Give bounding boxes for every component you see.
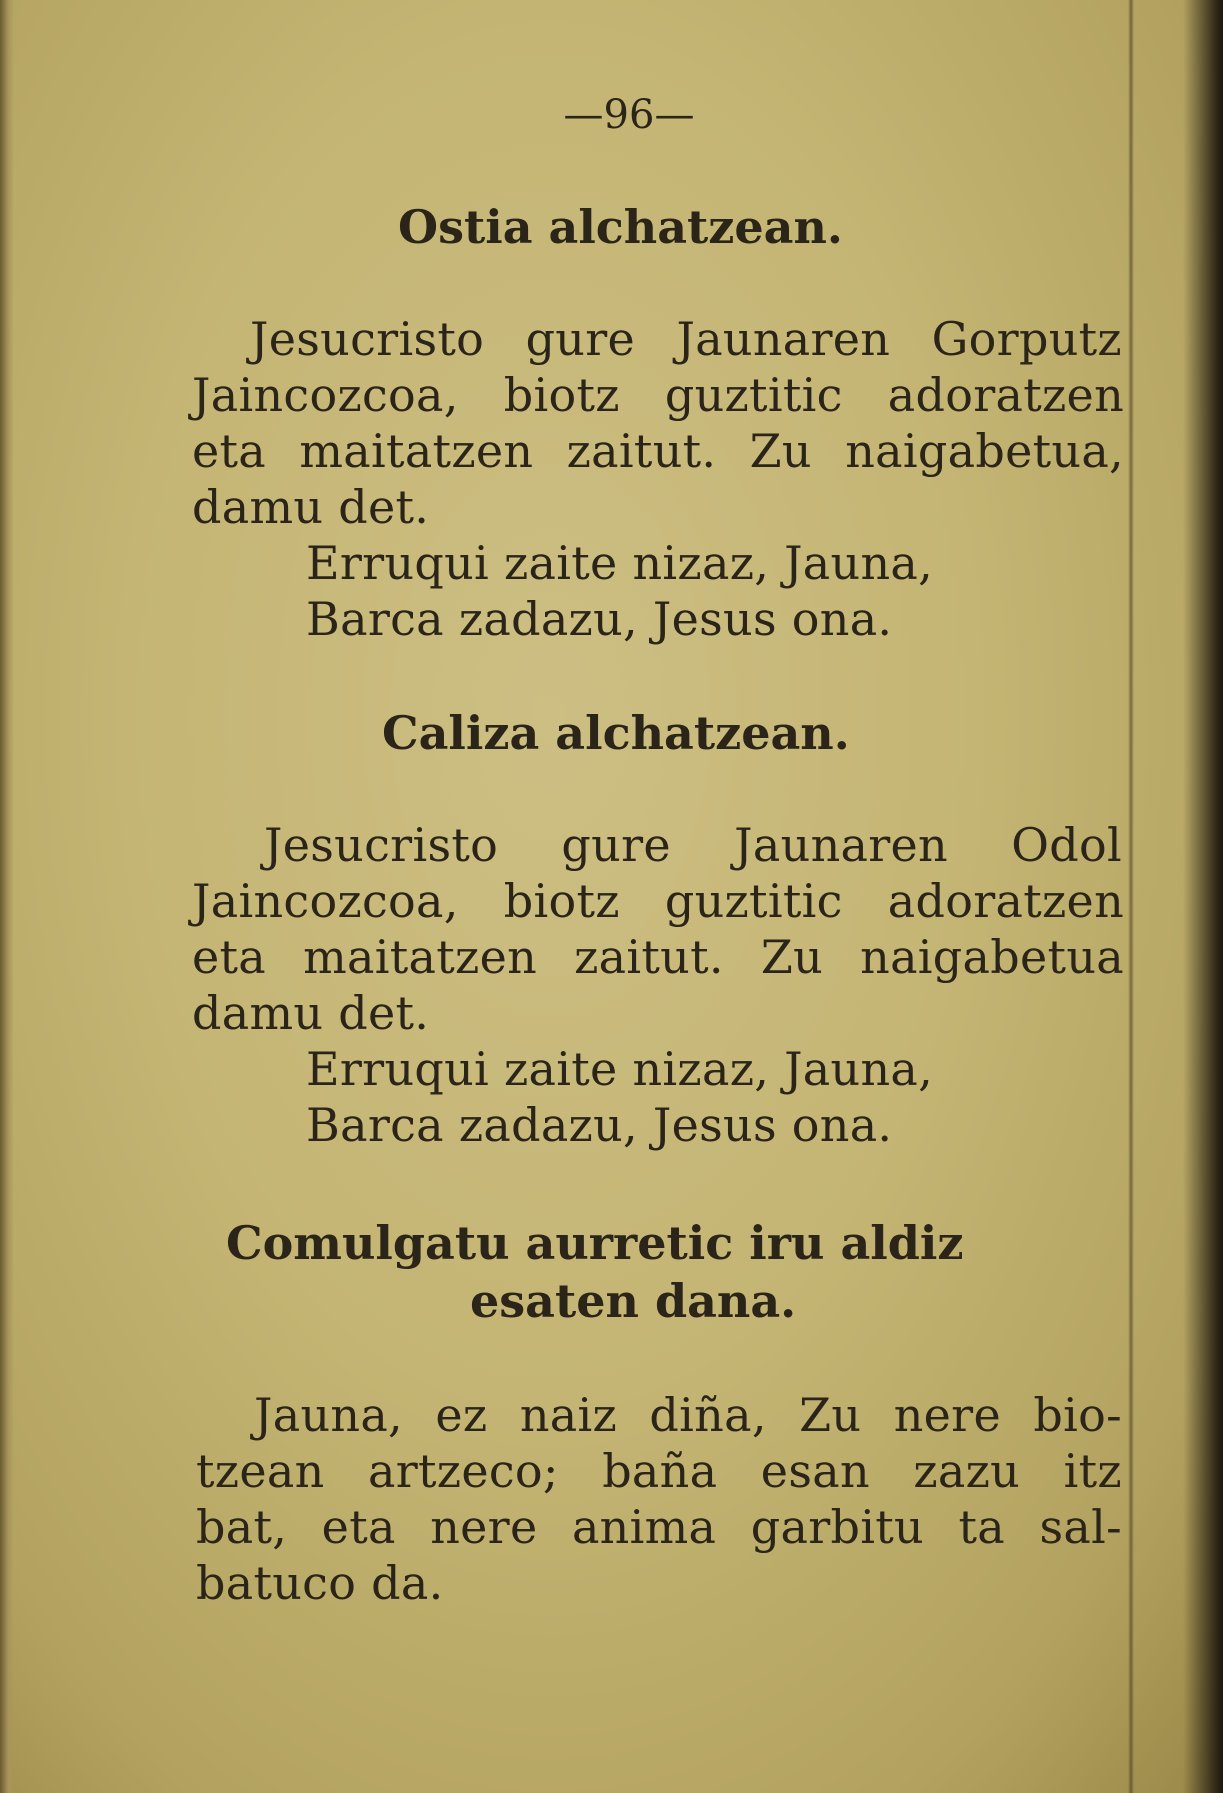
word: artzeco;	[367, 1444, 559, 1498]
word: nere	[893, 1388, 1001, 1442]
paragraph-line	[264, 818, 1122, 872]
word: eta	[192, 930, 267, 984]
word: Jauna,	[254, 1388, 403, 1442]
paragraph-line	[192, 368, 1124, 422]
page-gutter-shadow	[1183, 0, 1223, 1793]
refrain-line: Barca zadazu, Jesus ona.	[306, 592, 893, 646]
section-heading-ostia: Ostia alchatzean.	[398, 200, 843, 254]
word: zazu	[913, 1444, 1021, 1498]
word: Zu	[749, 424, 812, 478]
word: gure	[525, 312, 636, 366]
refrain-line: Erruqui zaite nizaz, Jauna,	[306, 536, 934, 590]
word: Jaunaren	[734, 818, 948, 872]
word: itz	[1063, 1444, 1122, 1498]
word: zaitut.	[574, 930, 724, 984]
word: Jaunaren	[676, 312, 891, 366]
word: ta	[958, 1500, 1005, 1554]
paragraph-line	[192, 424, 1124, 478]
word: anima	[571, 1500, 717, 1554]
refrain-line: Erruqui zaite nizaz, Jauna,	[306, 1042, 934, 1096]
word: Zu	[799, 1388, 862, 1442]
word: ez	[435, 1388, 488, 1442]
word: maitatzen	[303, 930, 538, 984]
page-fold-line	[1128, 0, 1134, 1793]
word: esan	[760, 1444, 870, 1498]
word: diña,	[649, 1388, 767, 1442]
word: adoratzen	[887, 368, 1124, 422]
paragraph-line	[196, 1444, 1122, 1498]
paragraph-line: damu det.	[192, 986, 430, 1040]
word: bat,	[196, 1500, 288, 1554]
section-heading-comulgatu: Comulgatu aurretic iru aldiz	[226, 1216, 964, 1270]
paragraph-line	[192, 930, 1124, 984]
word: Jaincozcoa,	[192, 368, 459, 422]
word: Jaincozcoa,	[192, 874, 459, 928]
word: baña	[602, 1444, 718, 1498]
word: naigabetua	[860, 930, 1124, 984]
word: eta	[192, 424, 267, 478]
refrain-line: Barca zadazu, Jesus ona.	[306, 1098, 893, 1152]
page-number: —96—	[563, 92, 695, 138]
paragraph-line: batuco da.	[196, 1556, 444, 1610]
word: nere	[430, 1500, 538, 1554]
paragraph-line: damu det.	[192, 480, 430, 534]
word: bio-	[1033, 1388, 1122, 1442]
paragraph-line	[192, 874, 1124, 928]
word: gure	[561, 818, 671, 872]
word: Jesucristo	[250, 312, 485, 366]
word: Jesucristo	[264, 818, 499, 872]
word: Gorputz	[931, 312, 1122, 366]
word: tzean	[196, 1444, 325, 1498]
word: biotz	[503, 368, 620, 422]
word: sal-	[1039, 1500, 1122, 1554]
word: zaitut.	[566, 424, 717, 478]
word: garbitu	[750, 1500, 924, 1554]
word: biotz	[503, 874, 620, 928]
section-heading-comulgatu-cont: esaten dana.	[470, 1274, 797, 1328]
word: maitatzen	[299, 424, 534, 478]
word: naiz	[519, 1388, 618, 1442]
word: Odol	[1011, 818, 1122, 872]
word: adoratzen	[887, 874, 1124, 928]
paragraph-line	[250, 312, 1122, 366]
paragraph-line	[254, 1388, 1122, 1442]
section-heading-caliza: Caliza alchatzean.	[382, 706, 850, 760]
word: eta	[321, 1500, 396, 1554]
word: Zu	[760, 930, 824, 984]
page-left-edge	[0, 0, 14, 1793]
word: guztitic	[664, 874, 843, 928]
word: naigabetua,	[845, 424, 1124, 478]
paragraph-line	[196, 1500, 1122, 1554]
word: guztitic	[664, 368, 843, 422]
